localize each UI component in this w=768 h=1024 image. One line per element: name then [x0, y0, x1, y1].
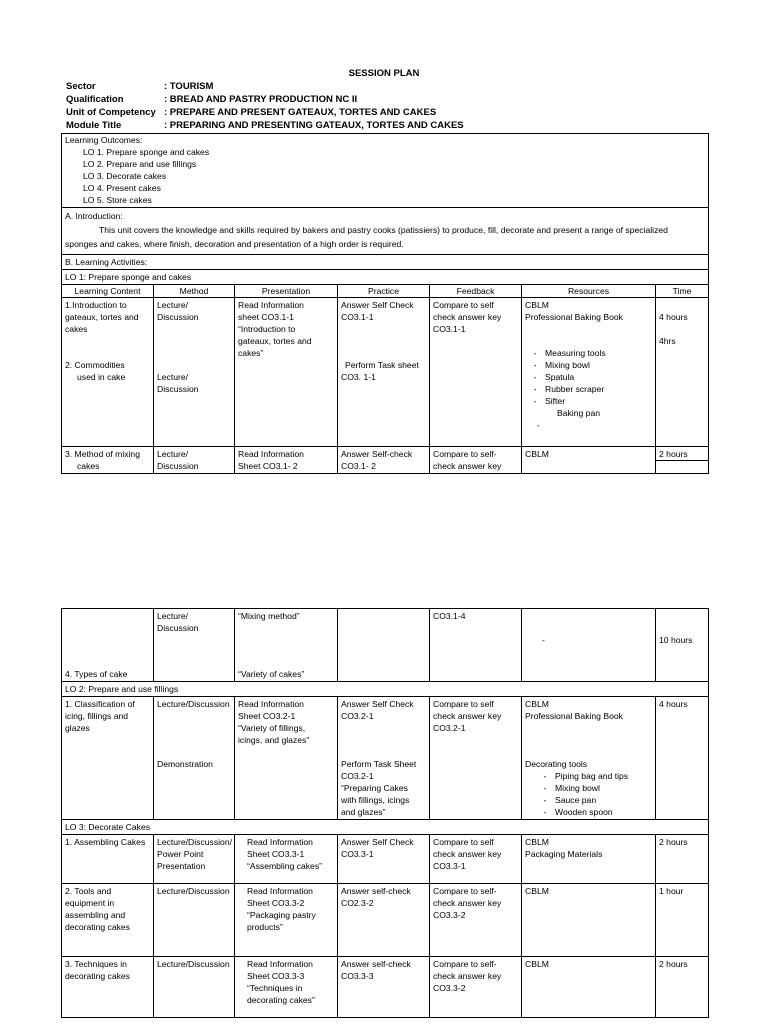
cell-feedback: Compare to self- check answer key CO3.3-2: [430, 957, 522, 1018]
meta-module: Module Title : PREPARING AND PRESENTING GATEAUX, TORTES AND CAKES: [66, 120, 464, 131]
col-header-practice: Practice: [338, 285, 430, 298]
introduction-text-1: This unit covers the knowledge and skills required by bakers and pastry cooks (patissiers) to produce, fill, decorate and present a range of specialized: [99, 225, 668, 235]
table-row: [62, 298, 709, 447]
cell-learning-content: 1.Introduction to gateaux, tortes and cakes 2. Commodities used in cake: [62, 298, 154, 447]
cell-resources: CBLM: [522, 884, 656, 957]
lo1-heading: LO 1: Prepare sponge and cakes: [62, 270, 709, 285]
cell-presentation: “Mixing method” “Variety of cakes”: [235, 609, 338, 682]
cell-presentation: Read Information Sheet CO3.3-2 “Packaging pastry products”: [235, 884, 338, 957]
cell-method: Lecture/Discussion/ Power Point Presentation: [154, 835, 235, 884]
table-row: [62, 697, 709, 820]
meta-sector: Sector : TOURISM: [66, 81, 214, 92]
table-row: [62, 884, 709, 957]
table-row: [62, 957, 709, 1018]
cell-resources: CBLM Professional Baking Book - Measuring tools - Mixing bowl - Spatula - Rubber scraper - Sifter Baking pan -: [522, 298, 656, 447]
lo1-heading-row: [62, 270, 709, 285]
cell-time: 2 hours: [656, 447, 709, 474]
cell-method: Lecture/ Discussion: [154, 447, 235, 474]
learning-outcomes-heading: Learning Outcomes:: [65, 135, 143, 145]
cell-practice: Answer self-check CO3.3-3: [338, 957, 430, 1018]
cell-practice: [338, 609, 430, 682]
cell-time: 4 hours 4hrs: [656, 298, 709, 447]
cell-feedback: Compare to self check answer key CO3.3-1: [430, 835, 522, 884]
cell-time: 2 hours: [656, 957, 709, 1018]
cell-feedback: Compare to self check answer key CO3.1-1: [430, 298, 522, 447]
lo3-heading-row: [62, 820, 709, 835]
session-table-page1: [61, 133, 709, 474]
lo-item: LO 1. Prepare sponge and cakes: [83, 147, 210, 157]
table-row: [62, 447, 709, 474]
learning-outcomes-row: [62, 134, 709, 208]
cell-resources: CBLM: [522, 957, 656, 1018]
cell-learning-content: 1. Classification of icing, fillings and glazes: [62, 697, 154, 820]
cell-feedback: Compare to self- check answer key: [430, 447, 522, 474]
cell-resources: CBLM: [522, 447, 656, 474]
activities-heading-row: [62, 255, 709, 270]
cell-method: Lecture/ Discussion: [154, 609, 235, 682]
cell-method: Lecture/Discussion Demonstration: [154, 697, 235, 820]
cell-feedback: CO3.1-4: [430, 609, 522, 682]
cell-method: Lecture/Discussion: [154, 957, 235, 1018]
introduction-row: [62, 208, 709, 255]
cell-presentation: Read Information Sheet CO3.3-3 “Techniques in decorating cakes”: [235, 957, 338, 1018]
cell-method: Lecture/Discussion: [154, 884, 235, 957]
cell-time: 4 hours: [656, 697, 709, 820]
cell-resources: CBLM Professional Baking Book Decorating tools - Piping bag and tips - Mixing bowl - Sauce pan - Wooden spoon: [522, 697, 656, 820]
cell-method: Lecture/ Discussion Lecture/ Discussion: [154, 298, 235, 447]
column-header-row: [62, 285, 709, 298]
cell-practice: Answer Self Check CO3.2-1 Perform Task Sheet CO3.2-1 “Preparing Cakes with fillings, icings and glazes”: [338, 697, 430, 820]
cell-learning-content: 1. Assembling Cakes: [62, 835, 154, 884]
cell-learning-content: 3. Techniques in decorating cakes: [62, 957, 154, 1018]
col-header-learning-content: Learning Content: [62, 285, 154, 298]
cell-presentation: Read Information Sheet CO3.1- 2: [235, 447, 338, 474]
col-header-time: Time: [656, 285, 709, 298]
col-header-method: Method: [154, 285, 235, 298]
cell-learning-content: 4. Types of cake: [62, 609, 154, 682]
cell-time: 10 hours: [656, 609, 709, 682]
cell-practice: Answer Self Check CO3.3-1: [338, 835, 430, 884]
cell-time: 2 hours: [656, 835, 709, 884]
table-row: [62, 609, 709, 682]
lo3-heading: LO 3: Decorate Cakes: [62, 820, 709, 835]
cell-presentation: Read Information Sheet CO3.2-1 “Variety of fillings, icings, and glazes”: [235, 697, 338, 820]
session-table-page2: [61, 608, 709, 1018]
cell-resources: CBLM Packaging Materials: [522, 835, 656, 884]
lo-item: LO 3. Decorate cakes: [83, 171, 167, 181]
col-header-feedback: Feedback: [430, 285, 522, 298]
introduction-heading: A. Introduction:: [65, 211, 123, 221]
introduction-text-2: sponges and cakes, where finish, decoration and presentation of a high order is required.: [65, 239, 404, 249]
lo2-heading-row: [62, 682, 709, 697]
cell-practice: Answer self-check CO2.3-2: [338, 884, 430, 957]
table-row: [62, 835, 709, 884]
cell-feedback: Compare to self- check answer key CO3.3-2: [430, 884, 522, 957]
meta-qualification: Qualification : BREAD AND PASTRY PRODUCTION NC II: [66, 94, 358, 105]
activities-heading: B. Learning Activities:: [62, 255, 709, 270]
meta-unit: Unit of Competency : PREPARE AND PRESENT GATEAUX, TORTES AND CAKES: [66, 107, 437, 118]
cell-resources: -: [522, 609, 656, 682]
col-header-presentation: Presentation: [235, 285, 338, 298]
col-header-resources: Resources: [522, 285, 656, 298]
cell-time: 1 hour: [656, 884, 709, 957]
lo2-heading: LO 2: Prepare and use fillings: [62, 682, 709, 697]
lo-item: LO 4. Present cakes: [83, 183, 161, 193]
cell-presentation: Read Information Sheet CO3.3-1 “Assembling cakes”: [235, 835, 338, 884]
cell-learning-content: 3. Method of mixing cakes: [62, 447, 154, 474]
cell-learning-content: 2. Tools and equipment in assembling and decorating cakes: [62, 884, 154, 957]
cell-practice: Answer Self-check CO3.1- 2: [338, 447, 430, 474]
cell-feedback: Compare to self check answer key CO3.2-1: [430, 697, 522, 820]
cell-presentation: Read Information sheet CO3.1-1 “Introduction to gateaux, tortes and cakes”: [235, 298, 338, 447]
lo-item: LO 2. Prepare and use fillings: [83, 159, 197, 169]
page-title: SESSION PLAN: [348, 68, 420, 79]
lo-item: LO 5. Store cakes: [83, 195, 152, 205]
cell-practice: Answer Self Check CO3.1-1 Perform Task sheet CO3. 1-1: [338, 298, 430, 447]
